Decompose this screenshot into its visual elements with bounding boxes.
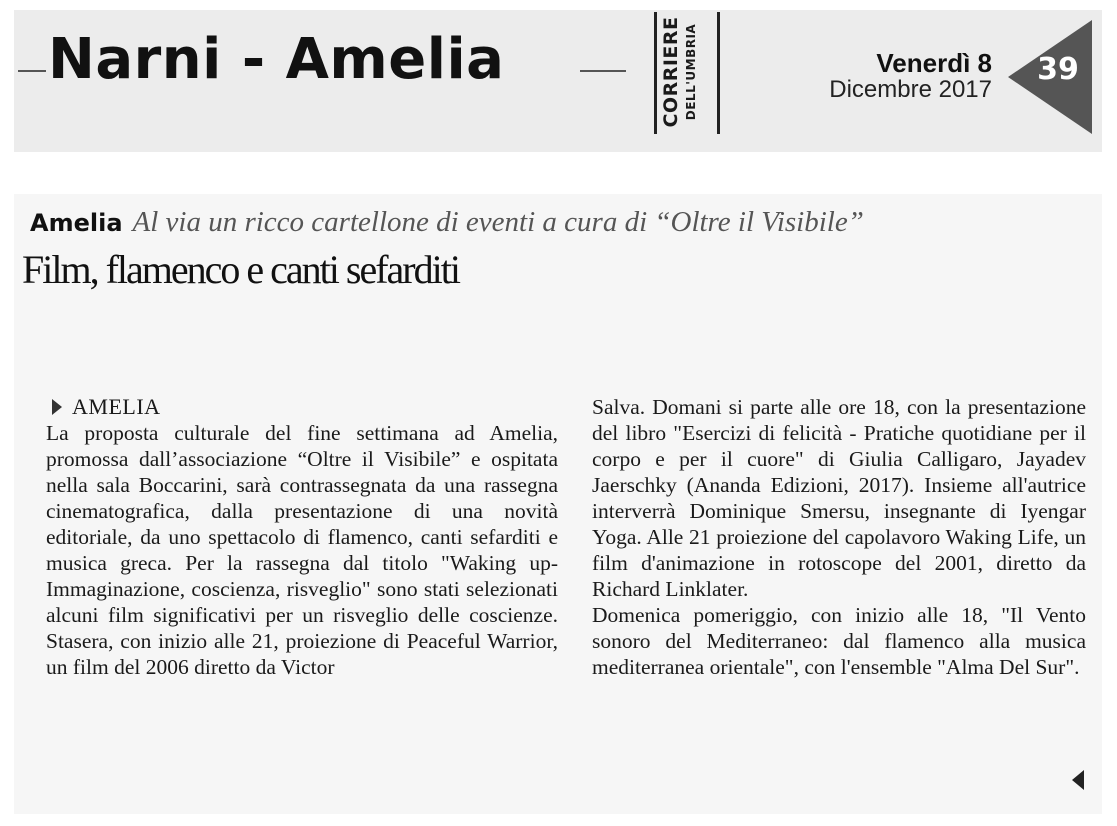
newspaper-logo xyxy=(654,12,720,134)
logo-line-2: DELL'UMBRIA xyxy=(684,23,698,121)
section-title: Narni - Amelia xyxy=(48,27,505,92)
dateline xyxy=(46,394,558,420)
article-column-left xyxy=(46,394,558,680)
headline: Film, flamenco e canti sefarditi xyxy=(22,247,459,292)
issue-month-year: Dicembre 2017 xyxy=(829,76,992,104)
end-of-article-icon xyxy=(1072,770,1084,790)
article xyxy=(14,194,1102,814)
article-paragraph: La proposta culturale del fine settimana ad Amelia, promossa dall’associazione “Oltre il Visibile” e ospitata nella sala Boccarini, sarà contrassegnata da una rassegna cinematografica, dalla presentazione di una novità editoriale, da uno spettacolo di flamenco, canti sefarditi e musica greca. Per la rassegna dal titolo "Waking up-Immaginazione, coscienza, risveglio" sono stati selezionati alcuni film significativi per un risveglio delle coscienze. Stasera, con inizio alle 21, proiezione di Peaceful Warrior, un film del 2006 diretto da Victor xyxy=(46,421,558,679)
masthead xyxy=(14,10,1102,152)
masthead-rule-middle xyxy=(580,70,626,72)
kicker xyxy=(30,208,864,237)
issue-day: Venerdì 8 xyxy=(876,48,992,78)
dateline-arrow-icon xyxy=(52,399,62,415)
dateline-text: AMELIA xyxy=(72,394,161,419)
logo-line-1: CORRIERE xyxy=(660,16,682,128)
article-paragraph: Salva. Domani si parte alle ore 18, con la presentazione del libro "Esercizi di felicità - Pratiche quotidiane per il corpo e per il cuore" di Giulia Calligaro, Jayadev Jaerschky (Ananda Edizioni, 2017). Insieme all'autrice interverrà Dominique Smersu, insegnante di Iyengar Yoga. Alle 21 proiezione del capolavoro Waking Life, un film d'animazione in rotoscope del 2001, diretto da Richard Linklater. xyxy=(592,395,1086,601)
kicker-text: Al via un ricco cartellone di eventi a cura di “Oltre il Visibile” xyxy=(132,206,864,238)
masthead-rule-left xyxy=(18,70,46,72)
article-paragraph: Domenica pomeriggio, con inizio alle 18, "Il Vento sonoro del Mediterraneo: dal flamenco alla musica mediterranea orientale", con l'ensemble "Alma Del Sur". xyxy=(592,603,1086,679)
page-number: 39 xyxy=(1037,52,1079,87)
kicker-place: Amelia xyxy=(30,209,123,237)
issue-date xyxy=(829,50,992,102)
article-column-right xyxy=(592,394,1086,680)
